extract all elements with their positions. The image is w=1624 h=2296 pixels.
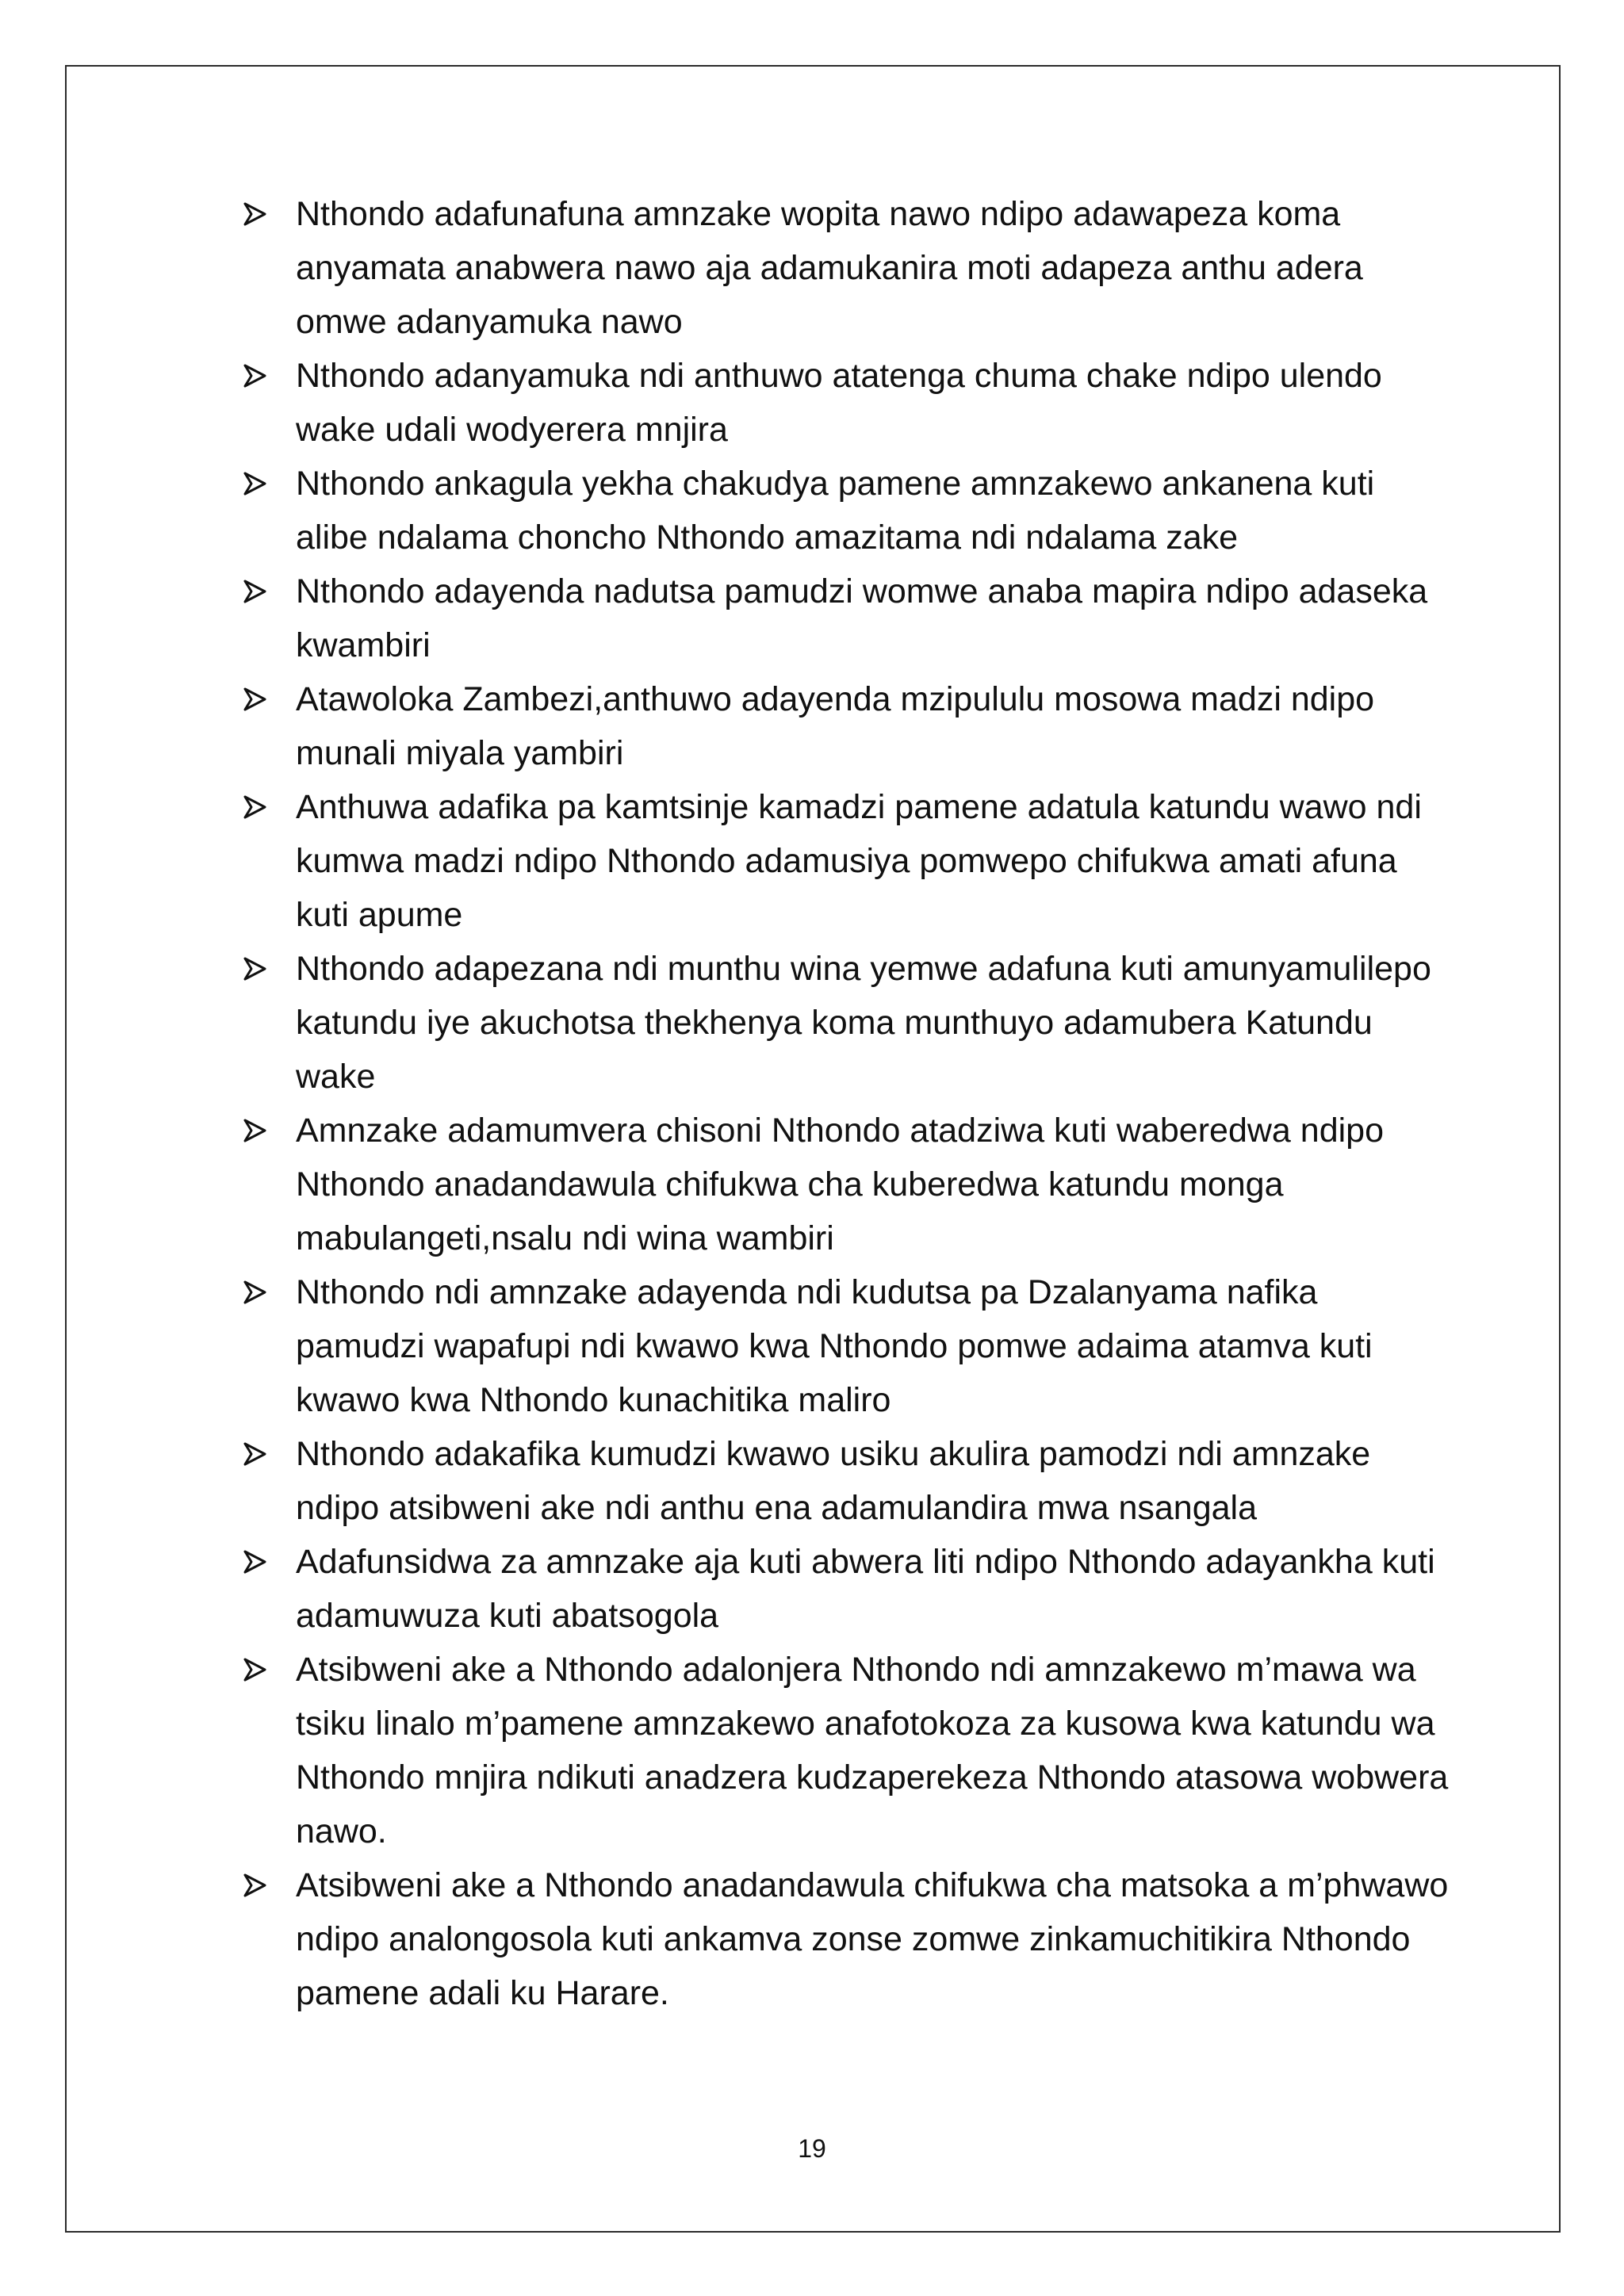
arrowhead-bullet-icon (242, 471, 267, 496)
list-item-text: Anthuwa adafika pa kamtsinje kamadzi pamene adatula katundu wawo ndi kumwa madzi ndipo Nthondo adamusiya pomwepo chifukwa amati afuna kuti apume (296, 788, 1422, 934)
page-number: 19 (798, 2134, 826, 2163)
list-item-text: Nthondo adakafika kumudzi kwawo usiku akulira pamodzi ndi amnzake ndipo atsibweni ake ndi anthu ena adamulandira mwa nsangala (296, 1435, 1371, 1527)
arrowhead-bullet-icon (242, 1549, 267, 1575)
list-item-text: Nthondo adafunafuna amnzake wopita nawo ndipo adawapeza koma anyamata anabwera nawo aja adamukanira moti adapeza anthu adera omwe adanyamuka nawo (296, 195, 1363, 341)
arrowhead-bullet-icon (242, 1280, 267, 1305)
list-item (242, 1265, 1455, 1427)
arrowhead-bullet-icon (242, 1873, 267, 1898)
list-item (242, 1535, 1455, 1643)
list-item-text: Amnzake adamumvera chisoni Nthondo atadziwa kuti waberedwa ndipo Nthondo anadandawula chifukwa cha kuberedwa katundu monga mabulangeti,nsalu ndi wina wambiri (296, 1112, 1384, 1257)
list-item (242, 672, 1455, 780)
list-item (242, 942, 1455, 1104)
list-item (242, 1858, 1455, 2020)
arrowhead-bullet-icon (242, 201, 267, 227)
list-item (242, 457, 1455, 564)
list-item (242, 187, 1455, 349)
list-item-text: Atawoloka Zambezi,anthuwo adayenda mzipululu mosowa madzi ndipo munali miyala yambiri (296, 680, 1375, 772)
list-item (242, 564, 1455, 672)
list-item-text: Nthondo ankagula yekha chakudya pamene amnzakewo ankanena kuti alibe ndalama choncho Nthondo amazitama ndi ndalama zake (296, 465, 1375, 557)
arrowhead-bullet-icon (242, 1118, 267, 1143)
list-item-text: Atsibweni ake a Nthondo adalonjera Nthondo ndi amnzakewo m’mawa wa tsiku linalo m’pamene amnzakewo anafotokoza za kusowa kwa katundu wa Nthondo mnjira ndikuti anadzera kudzaperekeza Nthondo atasowa wobwera nawo. (296, 1651, 1449, 1850)
list-item-text: Nthondo adayenda nadutsa pamudzi womwe anaba mapira ndipo adaseka kwambiri (296, 572, 1428, 664)
list-item (242, 1643, 1455, 1858)
bullet-list (242, 187, 1455, 2020)
arrowhead-bullet-icon (242, 1657, 267, 1682)
list-item-text: Atsibweni ake a Nthondo anadandawula chifukwa cha matsoka a m’phwawo ndipo analongosola kuti ankamva zonse zomwe zinkamuchitikira Nthondo pamene adali ku Harare. (296, 1866, 1449, 2012)
list-item-text: Nthondo adanyamuka ndi anthuwo atatenga chuma chake ndipo ulendo wake udali wodyerera mnjira (296, 357, 1382, 449)
arrowhead-bullet-icon (242, 687, 267, 712)
arrowhead-bullet-icon (242, 1441, 267, 1467)
arrowhead-bullet-icon (242, 956, 267, 982)
list-item (242, 349, 1455, 457)
arrowhead-bullet-icon (242, 794, 267, 820)
list-item-text: Adafunsidwa za amnzake aja kuti abwera liti ndipo Nthondo adayankha kuti adamuwuza kuti abatsogola (296, 1543, 1435, 1635)
list-item-text: Nthondo adapezana ndi munthu wina yemwe adafuna kuti amunyamulilepo katundu iye akuchotsa thekhenya koma munthuyo adamubera Katundu wake (296, 950, 1431, 1096)
list-item (242, 1104, 1455, 1265)
arrowhead-bullet-icon (242, 579, 267, 604)
list-item (242, 780, 1455, 942)
arrowhead-bullet-icon (242, 363, 267, 388)
list-item (242, 1427, 1455, 1535)
list-item-text: Nthondo ndi amnzake adayenda ndi kudutsa pa Dzalanyama nafika pamudzi wapafupi ndi kwawo kwa Nthondo pomwe adaima atamva kuti kwawo kwa Nthondo kunachitika maliro (296, 1273, 1373, 1419)
